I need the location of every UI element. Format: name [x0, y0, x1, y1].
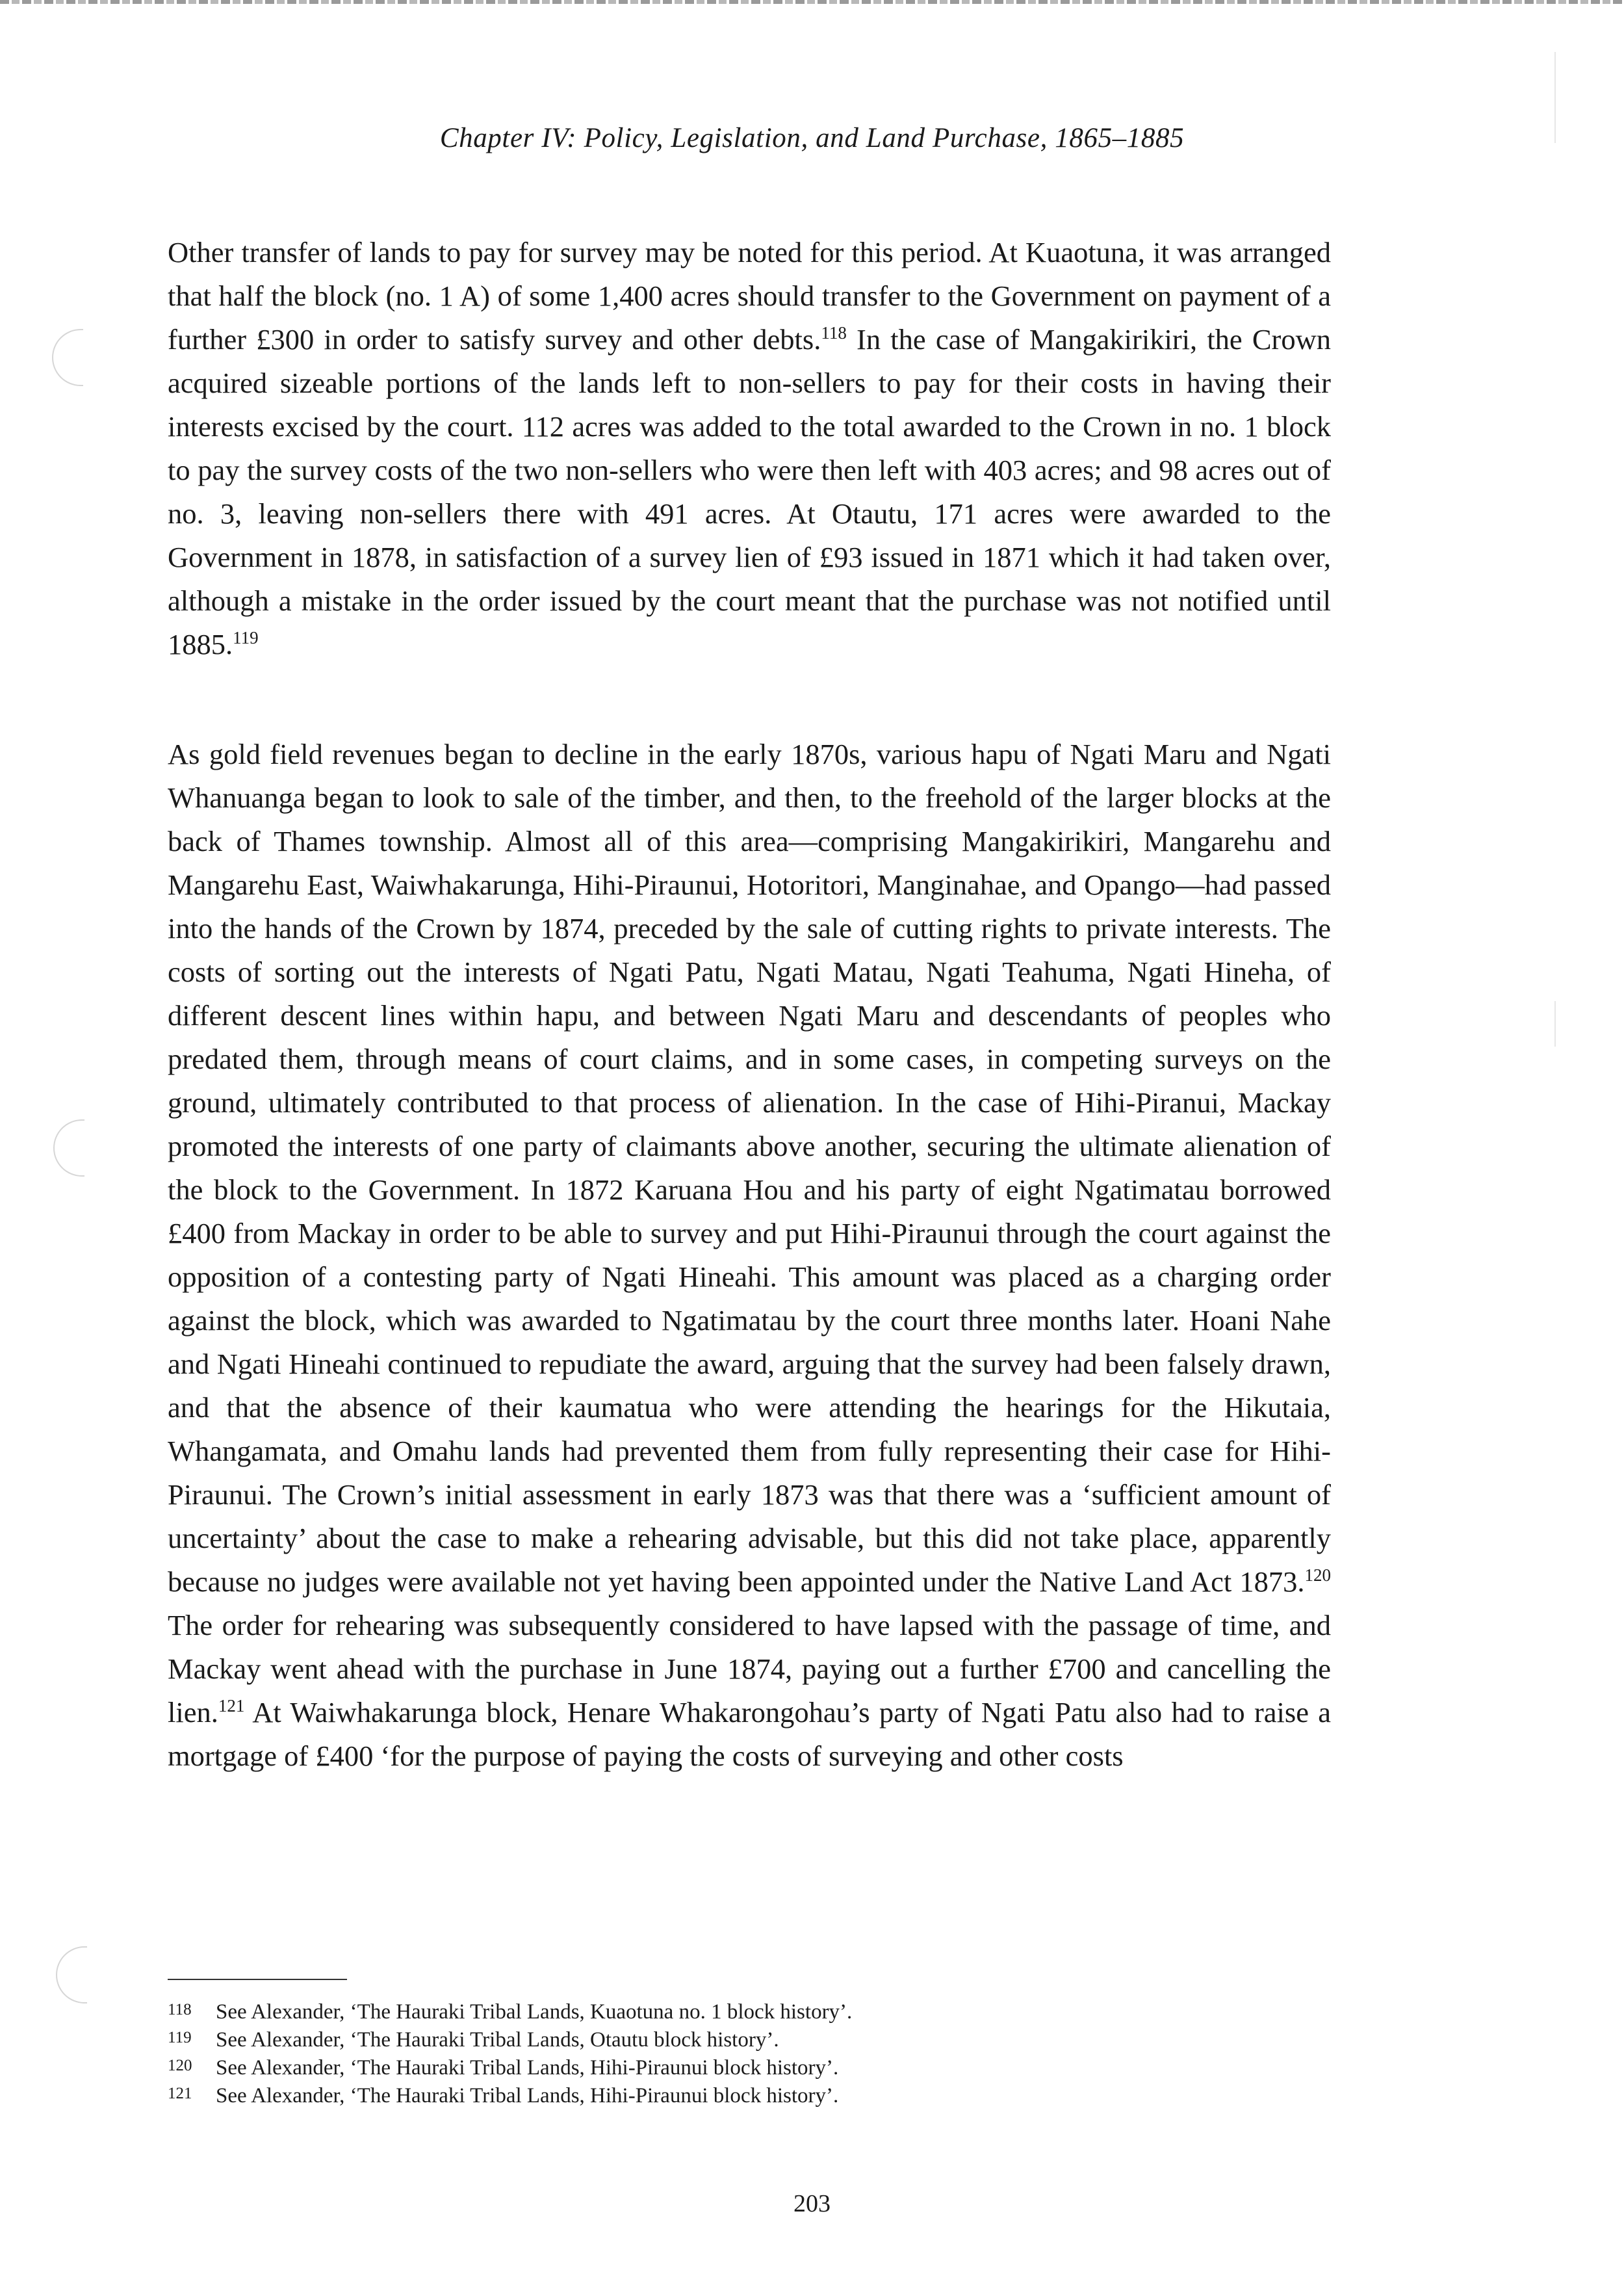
footnote-number: 118 — [168, 2001, 192, 2018]
footnote-text: See Alexander, ‘The Hauraki Tribal Lands, Hihi-Piraunui block history’. — [216, 2084, 839, 2107]
footnote-number: 121 — [168, 2085, 192, 2102]
footnote-number: 120 — [168, 2057, 192, 2074]
paragraph-text: The order for rehearing was subsequently considered to have lapsed with the passage of time, and Mackay went ahead with the purchase in June 1874, paying out a further £700 and cancelling the lien. — [168, 1609, 1331, 1729]
running-head: Chapter IV: Policy, Legislation, and Land Purchase, 1865–1885 — [439, 123, 1185, 153]
footnote — [168, 2053, 1142, 2081]
paragraph-text: As gold field revenues began to decline in the early 1870s, various hapu of Ngati Maru and Ngati Whanuanga began to look to sale of the timber, and then, to the freehold of the larger blocks at the back of Thames township. Almost all of this area—comprising Mangakirikiri, Mangarehu and Mangarehu East, Waiwhakarunga, Hihi-Piraunui, Hotoritori, Manginahae, and Opango—had passed into the hands of the Crown by 1874, preceded by the sale of cutting rights to private interests. The costs of sorting out the interests of Ngati Patu, Ngati Matau, Ngati Teahuma, Ngati Hineha, of different descent lines within hapu, and between Ngati Maru and descendants of peoples who predated them, through means of court claims, and in some cases, in competing surveys on the ground, ultimately contributed to that process of alienation. In the case of Hihi-Piranui, Mackay promoted the interests of one party of claimants above another, securing the ultimate alienation of the block to the Government. In 1872 Karuana Hou and his party of eight Ngatimatau borrowed £400 from Mackay in order to be able to survey and put Hihi-Piraunui through the court against the opposition of a contesting party of Ngati Hineahi. This amount was placed as a charging order against the block, which was awarded to Ngatimatau by the court three months later. Hoani Nahe and Ngati Hineahi continued to repudiate the award, arguing that the survey had been falsely drawn, and that the absence of their kaumatua who were attending the hearings for the Hikutaia, Whangamata, and Omahu lands had prevented them from fully representing their case for Hihi-Piraunui. The Crown’s initial assessment in early 1873 was that there was a ‘sufficient amount of uncertainty’ about the case to make a rehearing advisable, but this did not take place, apparently because no judges were available not yet having been appointed under the Native Land Act 1873. — [168, 738, 1331, 1598]
footnote-number: 119 — [168, 2029, 192, 2046]
body-paragraph-1 — [168, 231, 1331, 666]
binder-hole-mark — [56, 1946, 87, 2003]
footnotes — [168, 1997, 1142, 2109]
scan-margin-mark — [1554, 1001, 1556, 1047]
footnote — [168, 1997, 1142, 2025]
footnote-text: See Alexander, ‘The Hauraki Tribal Lands, Otautu block history’. — [216, 2028, 779, 2052]
footnote-text: See Alexander, ‘The Hauraki Tribal Lands, Hihi-Piraunui block history’. — [216, 2056, 839, 2080]
paragraph-text: At Waiwhakarunga block, Henare Whakarongohau’s party of Ngati Patu also had to raise a mortgage of £400 ‘for the purpose of paying the costs of surveying and other costs — [168, 1696, 1331, 1772]
footnote-text: See Alexander, ‘The Hauraki Tribal Lands, Kuaotuna no. 1 block history’. — [216, 2000, 853, 2024]
footnote-reference: 120 — [1304, 1565, 1331, 1585]
scan-top-edge — [0, 0, 1624, 4]
paragraph-text: Other transfer of lands to pay for survey may be noted for this period. At Kuaotuna, it was arranged that half the block (no. 1 A) of some 1,400 acres should transfer to the Government on payment of a further £300 in order to satisfy survey and other debts. — [168, 236, 1331, 356]
footnote — [168, 2081, 1142, 2109]
page-number: 203 — [793, 2190, 831, 2217]
footnote-reference: 118 — [821, 323, 847, 343]
paragraph-text: In the case of Mangakirikiri, the Crown acquired sizeable portions of the lands left to non-sellers to pay for their costs in having their interests excised by the court. 112 acres was added to the total awarded to the Crown in no. 1 block to pay the survey costs of the two non-sellers who were then left with 403 acres; and 98 acres out of no. 3, leaving non-sellers there with 491 acres. At Otautu, 171 acres were awarded to the Government in 1878, in satisfaction of a survey lien of £93 issued in 1871 which it had taken over, although a mistake in the order issued by the court meant that the purchase was not notified until 1885. — [168, 323, 1331, 660]
footnote-reference: 119 — [233, 628, 259, 648]
binder-hole-mark — [52, 329, 83, 386]
binder-hole-mark — [53, 1119, 84, 1177]
footnote-reference: 121 — [218, 1696, 245, 1716]
footnote-rule — [168, 1979, 347, 1980]
body-paragraph-2 — [168, 733, 1331, 1778]
footnote — [168, 2025, 1142, 2053]
